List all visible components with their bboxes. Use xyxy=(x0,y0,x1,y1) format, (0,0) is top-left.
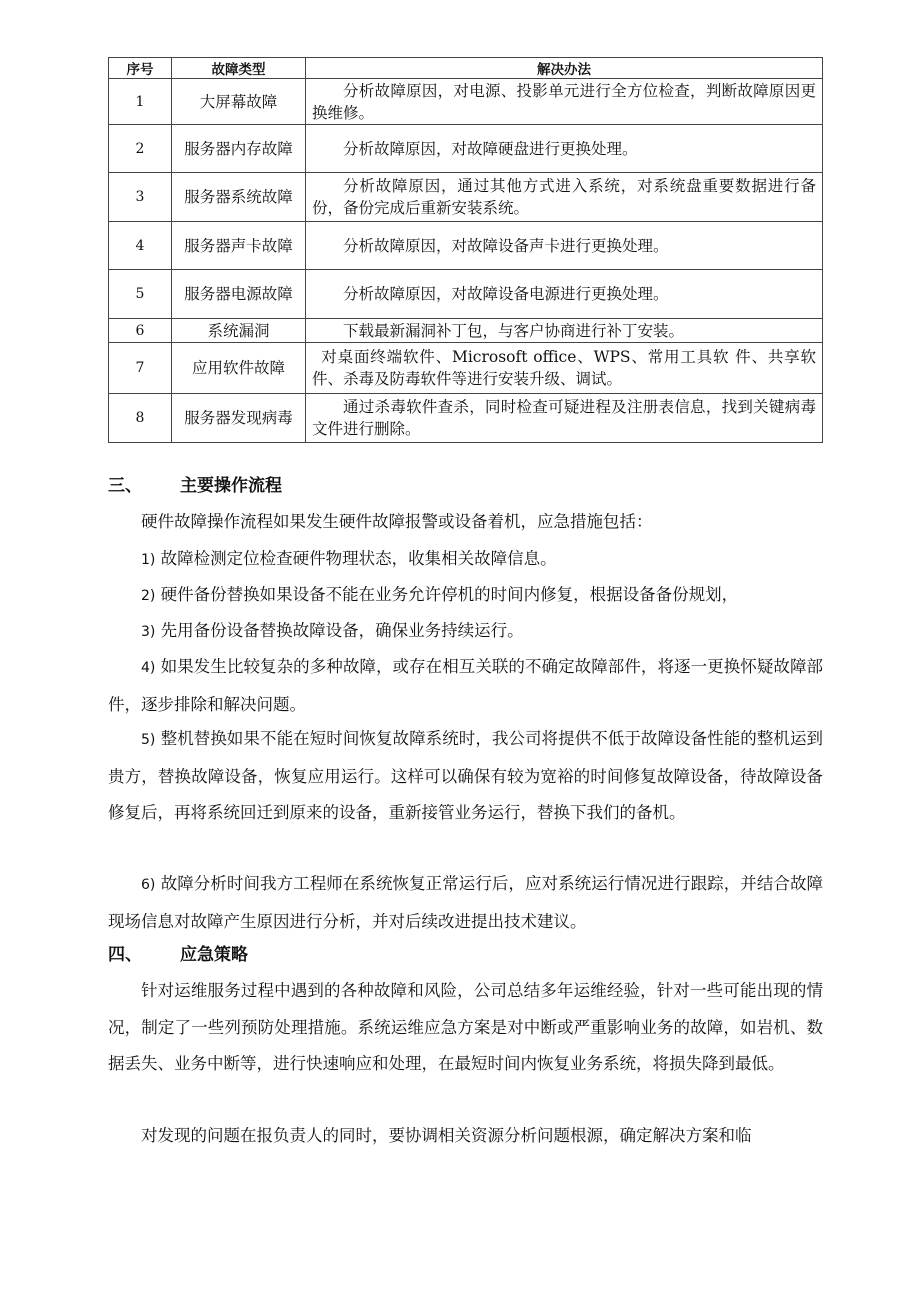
solution: 分析故障原因，通过其他方式进入系统，对系统盘重要数据进行备份，备份完成后重新安装系统。 xyxy=(306,173,823,222)
row-number: 1 xyxy=(109,79,172,125)
list-item-number: 1) xyxy=(141,552,156,568)
row-number: 5 xyxy=(109,270,172,319)
list-item-text: 故障分析时间我方工程师在系统恢复正常运行后，应对系统运行情况进行跟踪，并结合故障现场信息对故障产生原因进行分析，并对后续改进提出技术建议。 xyxy=(108,874,824,931)
fault-type: 系统漏洞 xyxy=(172,319,306,343)
fault-type: 服务器电源故障 xyxy=(172,270,306,319)
row-number: 3 xyxy=(109,173,172,222)
list-item xyxy=(108,866,823,940)
section-3-number: 三、 xyxy=(108,476,142,496)
list-item-number: 3) xyxy=(141,624,156,640)
header-solution: 解决办法 xyxy=(306,58,823,79)
section-4-title: 应急策略 xyxy=(180,945,248,965)
list-item-number: 5) xyxy=(141,732,156,748)
solution: 下载最新漏洞补丁包，与客户协商进行补丁安装。 xyxy=(306,319,823,343)
fault-type: 服务器发现病毒 xyxy=(172,394,306,443)
fault-table xyxy=(108,57,823,443)
list-item xyxy=(108,721,823,832)
list-item xyxy=(108,577,823,615)
header-no: 序号 xyxy=(109,58,172,79)
list-item-number: 6) xyxy=(141,877,156,893)
list-item xyxy=(108,613,823,651)
solution: 分析故障原因，对故障设备声卡进行更换处理。 xyxy=(306,222,823,270)
fault-type: 服务器内存故障 xyxy=(172,125,306,173)
fault-type: 应用软件故障 xyxy=(172,343,306,394)
list-item-number: 2) xyxy=(141,588,156,604)
list-item-number: 4) xyxy=(141,660,156,676)
list-item-text: 整机替换如果不能在短时间恢复故障系统时，我公司将提供不低于故障设备性能的整机运到贵方，替换故障设备，恢复应用运行。这样可以确保有较为宽裕的时间修复故障设备，待故障设备修复后，再将系统回迁到原来的设备，重新接管业务运行，替换下我们的备机。 xyxy=(108,729,824,822)
list-item-text: 先用备份设备替换故障设备，确保业务持续运行。 xyxy=(160,621,524,640)
row-number: 2 xyxy=(109,125,172,173)
table-row xyxy=(109,394,823,443)
list-item-text: 故障检测定位检查硬件物理状态，收集相关故障信息。 xyxy=(160,549,557,568)
list-item xyxy=(108,541,823,579)
section-4-paragraph: 针对运维服务过程中遇到的各种故障和风险，公司总结多年运维经验，针对一些可能出现的情况，制定了一些列预防处理措施。系统运维应急方案是对中断或严重影响业务的故障，如岩机、数据丢失、业务中断等，进行快速响应和处理，在最短时间内恢复业务系统，将损失降到最低。 xyxy=(108,981,823,1073)
list-item-text: 如果发生比较复杂的多种故障，或存在相互关联的不确定故障部件，将逐一更换怀疑故障部件，逐步排除和解决问题。 xyxy=(108,657,824,714)
table-row xyxy=(109,319,823,343)
fault-type: 服务器声卡故障 xyxy=(172,222,306,270)
table-row xyxy=(109,125,823,173)
section-4-heading xyxy=(108,943,248,967)
solution: 分析故障原因，对故障设备电源进行更换处理。 xyxy=(306,270,823,319)
solution: 分析故障原因，对电源、投影单元进行全方位检查，判断故障原因更换维修。 xyxy=(306,79,823,125)
row-number: 8 xyxy=(109,394,172,443)
solution: 对桌面终端软件、Microsoft office、WPS、常用工具软 件、共享软件、杀毒及防毒软件等进行安装升级、调试。 xyxy=(306,343,823,394)
row-number: 6 xyxy=(109,319,172,343)
table-header-row xyxy=(109,58,823,79)
section-3-title: 主要操作流程 xyxy=(180,476,282,496)
list-item-text: 硬件备份替换如果设备不能在业务允许停机的时间内修复，根据设备备份规划， xyxy=(160,585,739,604)
section-4-number: 四、 xyxy=(108,945,142,965)
table-row xyxy=(109,79,823,125)
row-number: 4 xyxy=(109,222,172,270)
section-4-paragraph: 对发现的问题在报负责人的同时，要协调相关资源分析问题根源，确定解决方案和临 xyxy=(141,1126,752,1145)
table-row xyxy=(109,173,823,222)
row-number: 7 xyxy=(109,343,172,394)
list-item xyxy=(108,649,823,723)
table-row xyxy=(109,222,823,270)
fault-type: 服务器系统故障 xyxy=(172,173,306,222)
header-type: 故障类型 xyxy=(172,58,306,79)
fault-type: 大屏幕故障 xyxy=(172,79,306,125)
section-3-heading xyxy=(108,474,282,498)
section-3-intro: 硬件故障操作流程如果发生硬件故障报警或设备着机，应急措施包括： xyxy=(141,512,653,531)
table-row xyxy=(109,343,823,394)
solution: 通过杀毒软件查杀，同时检查可疑进程及注册表信息，找到关键病毒文件进行删除。 xyxy=(306,394,823,443)
solution: 分析故障原因，对故障硬盘进行更换处理。 xyxy=(306,125,823,173)
table-row xyxy=(109,270,823,319)
